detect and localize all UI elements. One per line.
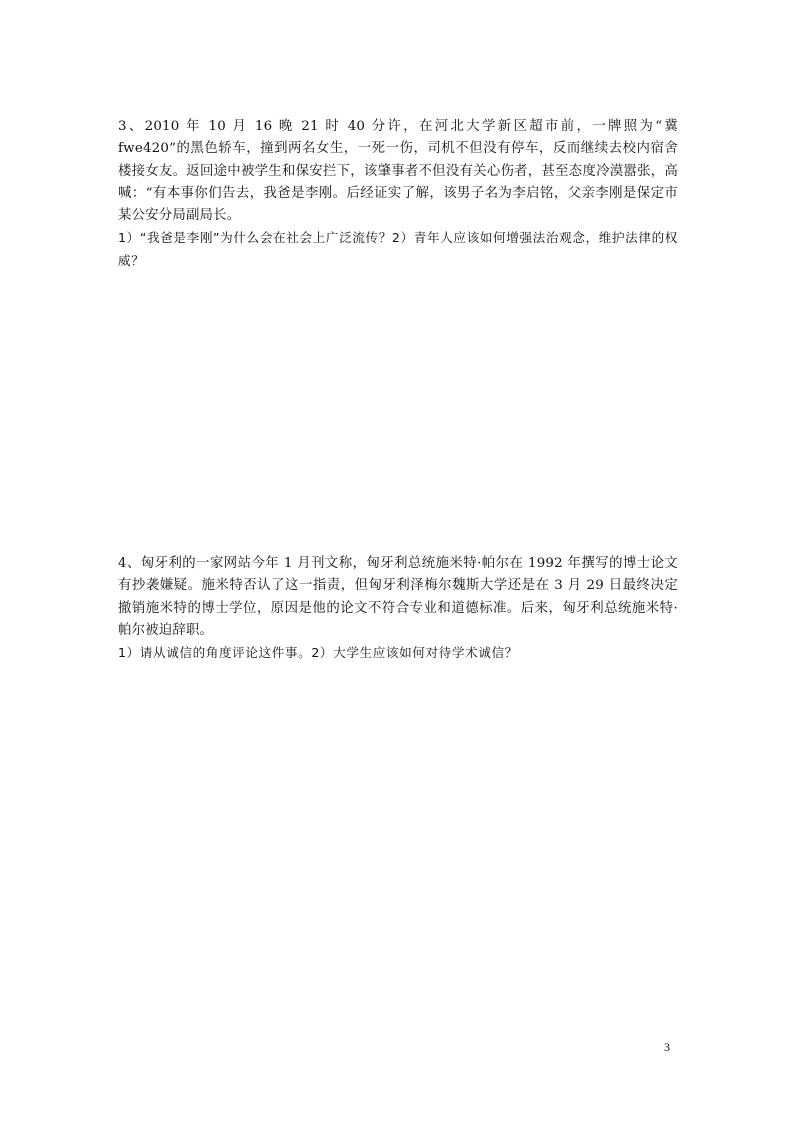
question-3-text: 3、2010 年 10 月 16 晚 21 时 40 分许，在河北大学新区超市前，一牌照为“冀 fwe420”的黑色轿车，撞到两名女生，一死一伤，司机不但没有停车，反而继续去校内宿舍楼接女友。返回途中被学生和保安拦下，该肇事者不但没有关心伤者，甚至态度冷漠嚣张，高喊：“有本事你们告去，我爸是李刚。后经证实了解，该男子名为李启铭，父亲李刚是保定市某公安分局副局长。 (118, 119, 678, 224)
question-4-prompt: 1）请从诚信的角度评论这件事。2）大学生应该如何对待学术诚信？ (118, 645, 518, 661)
page-number: 3 (664, 1040, 670, 1054)
question-3 (118, 116, 678, 272)
question-3-prompt: 1）“我爸是李刚”为什么会在社会上广泛流传？2）青年人应该如何增强法治观念，维护法律的权威？ (118, 230, 678, 268)
question-4 (118, 553, 678, 664)
question-4-text: 4、匈牙利的一家网站今年 1 月刊文称，匈牙利总统施米特·帕尔在 1992 年撰写的博士论文有抄袭嫌疑。施米特否认了这一指责，但匈牙利泽梅尔魏斯大学还是在 3 月 29 日最终决定撤销施米特的博士学位，原因是他的论文不符合专业和道德标准。后来，匈牙利总统施米特·帕尔被迫辞职。 (118, 556, 678, 638)
